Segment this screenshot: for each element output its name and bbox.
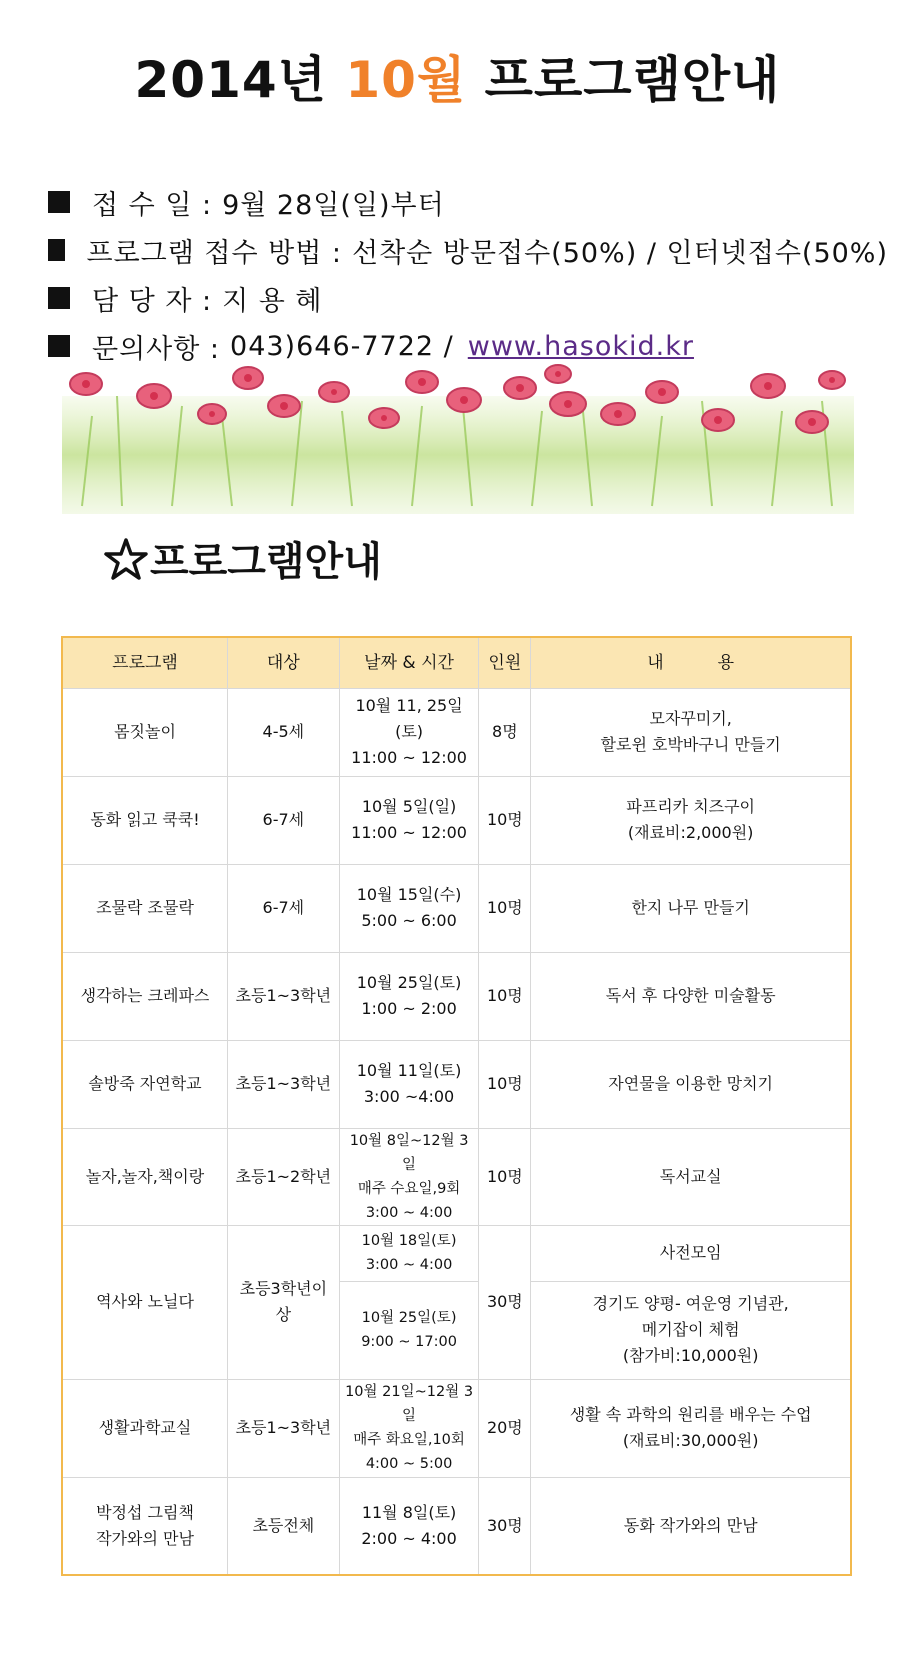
info-value: 9월 28일(일)부터: [222, 189, 445, 221]
info-label: 프로그램 접수 방법 :: [86, 237, 342, 269]
cell-line: 할로윈 호박바구니 만들기: [600, 735, 781, 754]
table-row: [62, 1225, 851, 1281]
cell-line: (재료비:30,000원): [622, 1431, 759, 1450]
star-icon: [104, 537, 148, 581]
count-cell: 8명: [479, 688, 531, 776]
cell-line: 1:00 ~ 2:00: [361, 999, 457, 1018]
column-header: 날짜 & 시간: [339, 637, 479, 688]
cell-line: 한지 나무 만들기: [631, 898, 750, 917]
section-title: [104, 530, 382, 587]
table-row: [62, 1477, 851, 1575]
count-cell: 10명: [479, 952, 531, 1040]
cell-line: 11:00 ~ 12:00: [351, 748, 467, 767]
cell-line: 놀자,놀자,책이랑: [85, 1166, 205, 1186]
square-bullet-icon: [48, 239, 65, 261]
table-header-row: [62, 637, 851, 688]
title-suffix: 프로그램안내: [466, 51, 781, 109]
count-cell: 10명: [479, 776, 531, 864]
cell-line: 모자꾸미기,: [649, 709, 732, 728]
target-cell: 초등3학년이상: [227, 1225, 339, 1379]
program-cell: [62, 1477, 227, 1575]
program-cell: [62, 952, 227, 1040]
cell-line: 생활과학교실: [98, 1418, 192, 1437]
column-header: 대상: [227, 637, 339, 688]
title-month: 10월: [345, 51, 467, 109]
cell-line: (참가비:10,000원): [622, 1346, 759, 1365]
cell-line: 파프리카 치즈구이: [626, 797, 756, 816]
cell-line: 사전모임: [659, 1243, 722, 1262]
content-cell: [531, 1379, 851, 1477]
cell-line: 매주 화요일,10회: [353, 1432, 465, 1448]
square-bullet-icon: [48, 191, 70, 213]
cell-line: 5:00 ~ 6:00: [361, 911, 457, 930]
cell-line: 10월 25일(토): [361, 1310, 457, 1326]
datetime-cell: [339, 688, 479, 776]
target-cell: 4-5세: [227, 688, 339, 776]
target-cell: 초등1~3학년: [227, 952, 339, 1040]
cell-line: 생활 속 과학의 원리를 배우는 수업: [569, 1405, 812, 1424]
table-row: [62, 1379, 851, 1477]
program-table: [61, 636, 852, 1576]
cell-line: 11:00 ~ 12:00: [351, 823, 467, 842]
datetime-cell: [339, 864, 479, 952]
cell-line: 몸짓놀이: [114, 722, 176, 741]
target-cell: 6-7세: [227, 864, 339, 952]
info-list: [48, 178, 888, 370]
program-cell: [62, 688, 227, 776]
table-row: [62, 1040, 851, 1128]
datetime-cell: [339, 1379, 479, 1477]
info-label: 담 당 자 :: [92, 285, 213, 317]
website-link[interactable]: www.hasokid.kr: [467, 330, 694, 362]
info-label: 접 수 일 :: [92, 189, 213, 221]
cell-line: 독서 후 다양한 미술활동: [605, 986, 776, 1005]
cell-line: 매주 수요일,9회: [357, 1180, 461, 1197]
section-title-text: 프로그램안내: [150, 539, 382, 585]
cell-line: 10월 8일~12월 3일: [349, 1132, 469, 1173]
count-cell: 30명: [479, 1477, 531, 1575]
cell-line: 생각하는 크레파스: [80, 986, 210, 1005]
cell-line: (재료비:2,000원): [627, 823, 754, 842]
flower-illustration: [62, 356, 854, 514]
target-cell: 초등전체: [227, 1477, 339, 1575]
cell-line: 역사와 노닐다: [96, 1292, 194, 1311]
column-header: 프로그램: [62, 637, 227, 688]
datetime-cell: [339, 1040, 479, 1128]
content-cell: [531, 1281, 851, 1379]
info-row-manager: [48, 274, 888, 322]
count-cell: 10명: [479, 864, 531, 952]
cell-line: 9:00 ~ 17:00: [361, 1334, 457, 1350]
content-cell: [531, 1225, 851, 1281]
cell-line: 4:00 ~ 5:00: [365, 1456, 453, 1472]
square-bullet-icon: [48, 287, 70, 309]
program-cell: [62, 1128, 227, 1225]
cell-line: 10월 5일(일): [361, 797, 457, 816]
content-cell: [531, 1040, 851, 1128]
datetime-cell: [339, 1281, 479, 1379]
table-row: [62, 776, 851, 864]
content-cell: [531, 688, 851, 776]
content-cell: [531, 1128, 851, 1225]
program-cell: [62, 1225, 227, 1379]
cell-line: 3:00 ~4:00: [363, 1087, 455, 1106]
content-cell: [531, 776, 851, 864]
program-cell: [62, 864, 227, 952]
table-row: [62, 1128, 851, 1225]
cell-line: 자연물을 이용한 망치기: [608, 1074, 774, 1093]
content-cell: [531, 864, 851, 952]
info-row-date: [48, 178, 888, 226]
info-value: 지 용 혜: [222, 285, 323, 317]
cell-line: 동화 작가와의 만남: [623, 1515, 758, 1535]
count-cell: 10명: [479, 1040, 531, 1128]
cell-line: 작가와의 만남: [96, 1528, 194, 1548]
info-row-method: [48, 226, 888, 274]
cell-line: 2:00 ~ 4:00: [361, 1528, 457, 1548]
datetime-cell: [339, 1225, 479, 1281]
cell-line: 메기잡이 체험: [641, 1320, 740, 1339]
cell-line: 조물락 조물락: [96, 898, 194, 917]
count-cell: 20명: [479, 1379, 531, 1477]
target-cell: 6-7세: [227, 776, 339, 864]
content-cell: [531, 1477, 851, 1575]
content-cell: [531, 952, 851, 1040]
cell-line: 10월 18일(토): [361, 1233, 457, 1249]
program-cell: [62, 1040, 227, 1128]
table-row: [62, 864, 851, 952]
program-cell: [62, 1379, 227, 1477]
title-prefix: 2014년: [134, 51, 346, 109]
program-cell: [62, 776, 227, 864]
cell-line: 박정섭 그림책: [96, 1502, 194, 1522]
target-cell: 초등1~3학년: [227, 1379, 339, 1477]
info-value: 043)646-7722 /: [230, 330, 454, 362]
column-header: 인원: [479, 637, 531, 688]
column-header: 내 용: [531, 637, 851, 688]
cell-line: 10월 11일(토): [356, 1061, 462, 1080]
cell-line: 10월 15일(수): [356, 885, 462, 904]
cell-line: 3:00 ~ 4:00: [365, 1204, 453, 1221]
datetime-cell: [339, 952, 479, 1040]
table-row: [62, 688, 851, 776]
datetime-cell: [339, 1128, 479, 1225]
cell-line: 10월 21일~12월 3일: [345, 1384, 474, 1424]
cell-line: 10월 25일(토): [356, 973, 462, 992]
datetime-cell: [339, 776, 479, 864]
square-bullet-icon: [48, 335, 70, 357]
cell-line: 11월 8일(토): [361, 1502, 457, 1522]
target-cell: 초등1~3학년: [227, 1040, 339, 1128]
cell-line: 경기도 양평- 여운영 기념관,: [592, 1294, 789, 1313]
table-row: [62, 952, 851, 1040]
info-value: 선착순 방문접수(50%) / 인터넷접수(50%): [352, 237, 888, 269]
cell-line: 동화 읽고 쿡쿡!: [90, 810, 200, 829]
cell-line: 독서교실: [659, 1166, 722, 1186]
cell-line: 3:00 ~ 4:00: [365, 1257, 453, 1273]
cell-line: 솔방죽 자연학교: [88, 1074, 202, 1093]
page-title: [0, 40, 915, 112]
info-label: 문의사항 :: [92, 333, 221, 365]
target-cell: 초등1~2학년: [227, 1128, 339, 1225]
count-cell: 10명: [479, 1128, 531, 1225]
cell-line: 10월 11, 25일(토): [355, 696, 463, 741]
count-cell: 30명: [479, 1225, 531, 1379]
datetime-cell: [339, 1477, 479, 1575]
